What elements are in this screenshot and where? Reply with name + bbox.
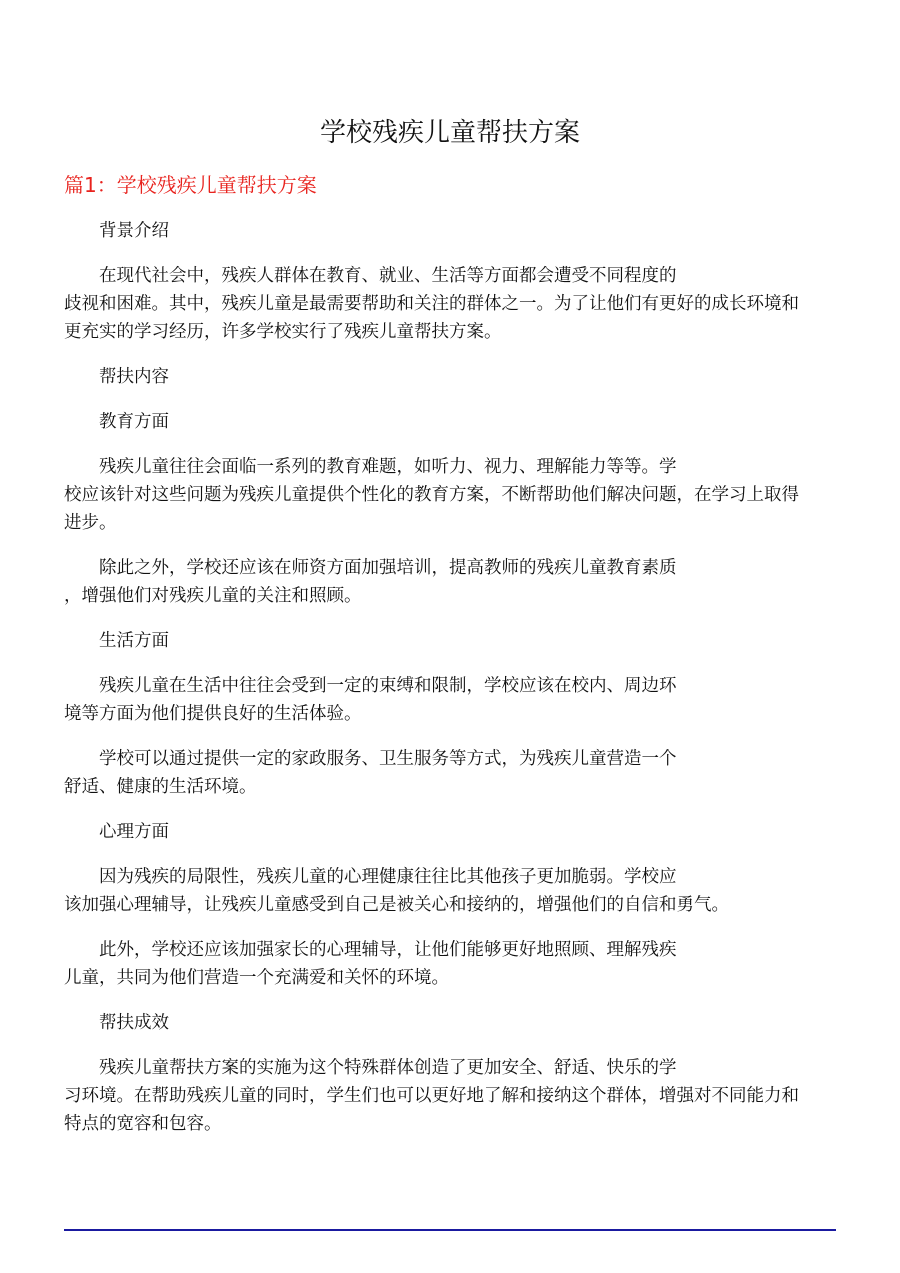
paragraph	[64, 1054, 844, 1138]
text-line: 儿童，共同为他们营造一个充满爱和关怀的环境。	[64, 968, 449, 988]
text-line: 残疾儿童往往会面临一系列的教育难题，如听力、视力、理解能力等等。学	[99, 457, 677, 477]
section-label	[64, 627, 844, 655]
text-line: 舒适、健康的生活环境。	[64, 777, 257, 797]
text-line: 该加强心理辅导，让残疾儿童感受到自己是被关心和接纳的，增强他们的自信和勇气。	[64, 895, 729, 915]
paragraph	[64, 453, 844, 537]
text-line: 帮扶内容	[99, 367, 169, 387]
text-line: 歧视和困难。其中，残疾儿童是最需要帮助和关注的群体之一。为了让他们有更好的成长环境和	[64, 294, 799, 314]
text-line: 更充实的学习经历，许多学校实行了残疾儿童帮扶方案。	[64, 322, 502, 342]
text-line: 此外，学校还应该加强家长的心理辅导，让他们能够更好地照顾、理解残疾	[99, 940, 677, 960]
paragraph	[64, 672, 844, 728]
paragraph	[64, 936, 844, 992]
text-line: 进步。	[64, 513, 117, 533]
text-line: 背景介绍	[99, 221, 169, 241]
section-label	[64, 818, 844, 846]
text-line: 学校可以通过提供一定的家政服务、卫生服务等方式，为残疾儿童营造一个	[99, 749, 677, 769]
text-line: 习环境。在帮助残疾儿童的同时，学生们也可以更好地了解和接纳这个群体，增强对不同能力和	[64, 1086, 799, 1106]
section-heading: 篇1：学校残疾儿童帮扶方案	[64, 173, 317, 197]
text-line: 残疾儿童帮扶方案的实施为这个特殊群体创造了更加安全、舒适、快乐的学	[99, 1058, 677, 1078]
text-line: 残疾儿童在生活中往往会受到一定的束缚和限制，学校应该在校内、周边环	[99, 676, 677, 696]
section-label	[64, 217, 844, 245]
text-line: 因为残疾的局限性，残疾儿童的心理健康往往比其他孩子更加脆弱。学校应	[99, 867, 677, 887]
text-line: 心理方面	[99, 822, 169, 842]
text-line: 在现代社会中，残疾人群体在教育、就业、生活等方面都会遭受不同程度的	[99, 266, 677, 286]
footer-divider	[64, 1229, 836, 1231]
text-line: 生活方面	[99, 631, 169, 651]
paragraph	[64, 745, 844, 801]
section-label	[64, 363, 844, 391]
text-line: 帮扶成效	[99, 1013, 169, 1033]
paragraph	[64, 554, 844, 610]
text-line: 特点的宽容和包容。	[64, 1114, 222, 1134]
text-line: 除此之外，学校还应该在师资方面加强培训，提高教师的残疾儿童教育素质	[99, 558, 677, 578]
text-line: 校应该针对这些问题为残疾儿童提供个性化的教育方案，不断帮助他们解决问题，在学习上取得	[64, 485, 799, 505]
text-line: 教育方面	[99, 412, 169, 432]
text-line: 境等方面为他们提供良好的生活体验。	[64, 704, 362, 724]
text-line: ，增强他们对残疾儿童的关注和照顾。	[64, 586, 362, 606]
document-title: 学校残疾儿童帮扶方案	[319, 118, 580, 148]
paragraph	[64, 262, 844, 346]
section-label	[64, 408, 844, 436]
document-body	[64, 217, 844, 1155]
paragraph	[64, 863, 844, 919]
section-label	[64, 1009, 844, 1037]
